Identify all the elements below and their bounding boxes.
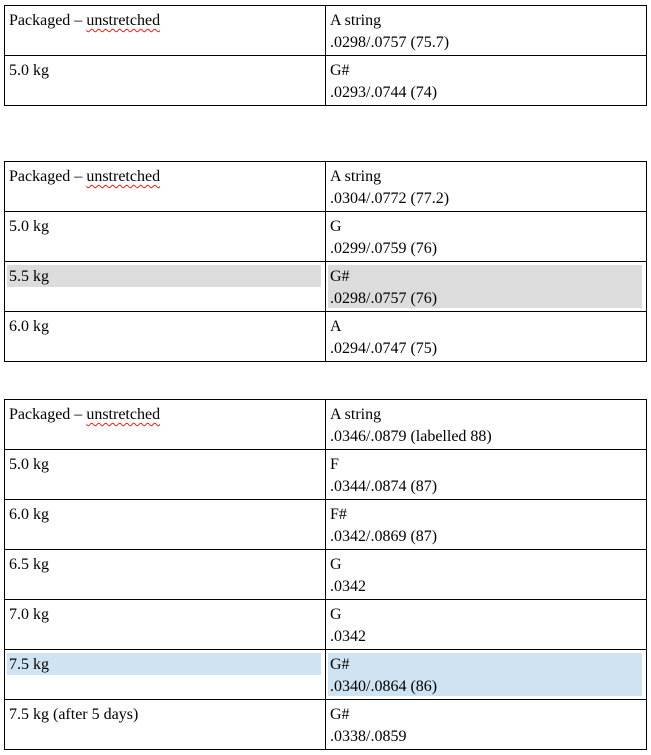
condition-cell (5, 6, 326, 56)
note-cell (326, 700, 647, 750)
table-row (5, 700, 647, 750)
condition-cell (5, 56, 326, 106)
note-name: A string (330, 406, 382, 423)
condition-cell (5, 312, 326, 362)
note-cell (326, 600, 647, 650)
condition-cell (5, 500, 326, 550)
condition-label: 6.0 kg (9, 318, 49, 335)
gauge-reading: .0342 (330, 628, 366, 645)
condition-cell (5, 162, 326, 212)
table-row-highlighted (5, 650, 647, 700)
gauge-reading: .0344/.0874 (87) (330, 478, 438, 495)
condition-label: 7.0 kg (9, 606, 49, 623)
note-name: A string (330, 168, 382, 185)
gauge-reading: .0293/.0744 (74) (330, 84, 438, 101)
measurement-table-1 (4, 5, 647, 106)
note-name: G# (330, 62, 350, 79)
note-cell (326, 212, 647, 262)
note-cell (326, 500, 647, 550)
gauge-reading: .0294/.0747 (75) (330, 340, 438, 357)
note-name: G# (330, 706, 350, 723)
condition-label: 5.0 kg (9, 218, 49, 235)
table-row (5, 550, 647, 600)
condition-cell (5, 700, 326, 750)
measurement-table-3 (4, 399, 647, 750)
gauge-reading: .0346/.0879 (labelled 88) (330, 428, 492, 445)
table-row (5, 500, 647, 550)
condition-label: 7.5 kg (9, 656, 49, 673)
spellcheck-flagged-word: unstretched (86, 406, 161, 423)
condition-label: Packaged – unstretched (9, 168, 161, 185)
table-row (5, 400, 647, 450)
gauge-reading: .0342/.0869 (87) (330, 528, 438, 545)
table-row (5, 312, 647, 362)
condition-label: 5.5 kg (9, 268, 49, 285)
note-cell (326, 262, 647, 312)
condition-cell (5, 650, 326, 700)
table-row (5, 450, 647, 500)
note-name: A string (330, 12, 382, 29)
spellcheck-flagged-word: unstretched (86, 12, 161, 29)
condition-cell (5, 450, 326, 500)
note-name: F (330, 456, 339, 473)
row-highlight (7, 653, 321, 675)
table-row (5, 56, 647, 106)
note-cell (326, 312, 647, 362)
table-row (5, 600, 647, 650)
spellcheck-flagged-word: unstretched (86, 168, 161, 185)
note-cell (326, 400, 647, 450)
gauge-reading: .0298/.0757 (75.7) (330, 34, 450, 51)
condition-cell (5, 262, 326, 312)
note-cell (326, 650, 647, 700)
note-name: G# (330, 656, 350, 673)
condition-label: Packaged – unstretched (9, 12, 161, 29)
note-name: G (330, 218, 342, 235)
condition-cell (5, 212, 326, 262)
note-name: A (330, 318, 342, 335)
gauge-reading: .0342 (330, 578, 366, 595)
condition-cell (5, 400, 326, 450)
gauge-reading: .0299/.0759 (76) (330, 240, 438, 257)
note-cell (326, 550, 647, 600)
condition-cell (5, 600, 326, 650)
table-row (5, 162, 647, 212)
condition-label: Packaged – unstretched (9, 406, 161, 423)
condition-label: 6.5 kg (9, 556, 49, 573)
condition-label: 6.0 kg (9, 506, 49, 523)
table-row (5, 212, 647, 262)
row-highlight (7, 265, 321, 287)
condition-label: 7.5 kg (after 5 days) (9, 706, 139, 723)
note-name: F# (330, 506, 347, 523)
gauge-reading: .0298/.0757 (76) (330, 290, 438, 307)
gauge-reading: .0340/.0864 (86) (330, 678, 438, 695)
condition-cell (5, 550, 326, 600)
table-row (5, 6, 647, 56)
note-name: G (330, 556, 342, 573)
table-row-highlighted (5, 262, 647, 312)
note-cell (326, 450, 647, 500)
note-name: G (330, 606, 342, 623)
note-cell (326, 6, 647, 56)
note-cell (326, 162, 647, 212)
gauge-reading: .0338/.0859 (330, 728, 407, 745)
condition-label: 5.0 kg (9, 62, 49, 79)
note-cell (326, 56, 647, 106)
note-name: G# (330, 268, 350, 285)
measurement-table-2 (4, 161, 647, 362)
gauge-reading: .0304/.0772 (77.2) (330, 190, 450, 207)
condition-label: 5.0 kg (9, 456, 49, 473)
